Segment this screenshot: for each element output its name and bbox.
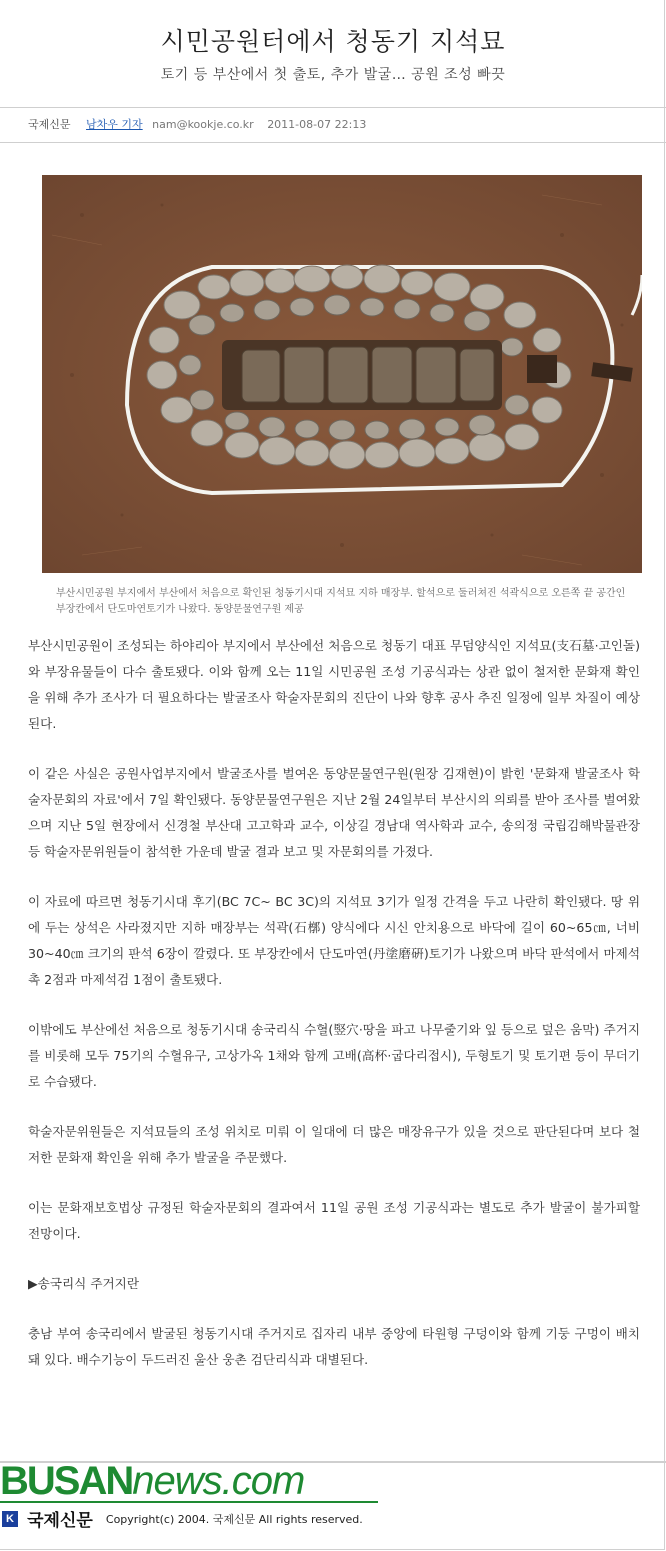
logo-underline	[0, 1501, 378, 1503]
byline-divider	[0, 142, 666, 143]
byline	[28, 116, 366, 132]
section-heading: ▶송국리식 주거지란	[28, 1276, 140, 1291]
article-paragraph: 충남 부여 송국리에서 발굴된 청동기시대 주거지로 집자리 내부 중앙에 타원형 구덩이와 함께 기둥 구멍이 배치돼 있다. 배수기능이 두드러진 울산 웅촌 검단리식과 대별된다.	[28, 1326, 640, 1367]
article-paragraph: 부산시민공원이 조성되는 하야리아 부지에서 부산에선 처음으로 청동기 대표 무덤양식인 지석묘(支石墓·고인돌)와 부장유물들이 다수 출토됐다. 이와 함께 오는 11일 시민공원 조성 기공식과는 상관 없이 철저한 문화재 확인을 위해 추가 조사가 더 필요하다는 발굴조사 학술자문회의 진단이 나와 향후 공사 추진 일정에 일부 차질이 예상된다.	[28, 638, 640, 731]
article-body	[28, 633, 640, 1397]
excavation-photo	[42, 175, 642, 573]
busannews-logo[interactable]	[0, 1459, 304, 1507]
logo-busan: BUSAN	[0, 1459, 133, 1503]
copyright-text: Copyright(c) 2004. 국제신문 All rights reserved.	[105, 1512, 363, 1526]
reporter-email[interactable]: nam@kookje.co.kr	[152, 118, 254, 131]
footer-bottom	[0, 1506, 363, 1534]
byline-source: 국제신문	[28, 118, 71, 131]
header-divider	[0, 107, 666, 108]
reporter-link[interactable]: 남차우 기자	[86, 118, 143, 131]
publish-date: 2011-08-07 22:13	[267, 118, 367, 131]
article-paragraph: 이 자료에 따르면 청동기시대 후기(BC 7C~ BC 3C)의 지석묘 3기가 일정 간격을 두고 나란히 확인됐다. 땅 위에 두는 상석은 사라졌지만 지하 매장부는 석곽(石槨) 양식에다 시신 안치용으로 바닥에 길이 60~65㎝, 너비 30~40㎝ 크기의 판석 6장이 깔렸다. 또 부장칸에서 단도마연(丹塗磨硏)토기가 나왔으며 바닥 판석에서 마제석촉 2점과 마제석검 1점이 출토됐다.	[28, 894, 640, 987]
article-paragraph: 학술자문위원들은 지석묘들의 조성 위치로 미뤄 이 일대에 더 많은 매장유구가 있을 것으로 판단된다며 보다 철저한 문화재 확인을 위해 추가 발굴을 주문했다.	[28, 1124, 640, 1165]
kookje-k-icon: K	[2, 1511, 18, 1527]
article-paragraph: 이밖에도 부산에선 처음으로 청동기시대 송국리식 수혈(竪穴·땅을 파고 나무줄기와 잎 등으로 덮은 움막) 주거지를 비롯해 모두 75기의 수혈유구, 고상가옥 1채와 함께 고배(高杯·굽다리접시), 두형토기 및 토기편 등이 무더기로 수습됐다.	[28, 1022, 640, 1089]
article-title: 시민공원터에서 청동기 지석묘	[160, 27, 506, 56]
article-paragraph: 이는 문화재보호법상 규정된 학술자문회의 결과여서 11일 공원 조성 기공식과는 별도로 추가 발굴이 불가피할 전망이다.	[28, 1200, 640, 1241]
logo-news: news.com	[132, 1459, 305, 1503]
article-paragraph: 이 같은 사실은 공원사업부지에서 발굴조사를 벌여온 동양문물연구원(원장 김재현)이 밝힌 '문화재 발굴조사 학술자문회의 자료'에서 7일 확인됐다. 동양문물연구원은 지난 2월 24일부터 부산시의 의뢰를 받아 조사를 벌여왔으며 지난 5일 현장에서 신경철 부산대 고고학과 교수, 이상길 경남대 역사학과 교수, 송의정 국립김해박물관장 등 학술자문위원들이 참석한 가운데 발굴 결과 보고 및 자문회의를 가졌다.	[28, 766, 640, 859]
paper-name: 국제신문	[27, 1511, 93, 1531]
photo-caption: 부산시민공원 부지에서 부산에서 처음으로 확인된 청동기시대 지석묘 지하 매장부. 할석으로 둘러쳐진 석곽식으로 오른쪽 끝 공간인 부장칸에서 단도마연토기가 나왔다. 동양문물연구원 제공	[56, 588, 626, 615]
article-subtitle: 토기 등 부산에서 첫 출토, 추가 발굴… 공원 조성 빠끗	[160, 67, 506, 83]
